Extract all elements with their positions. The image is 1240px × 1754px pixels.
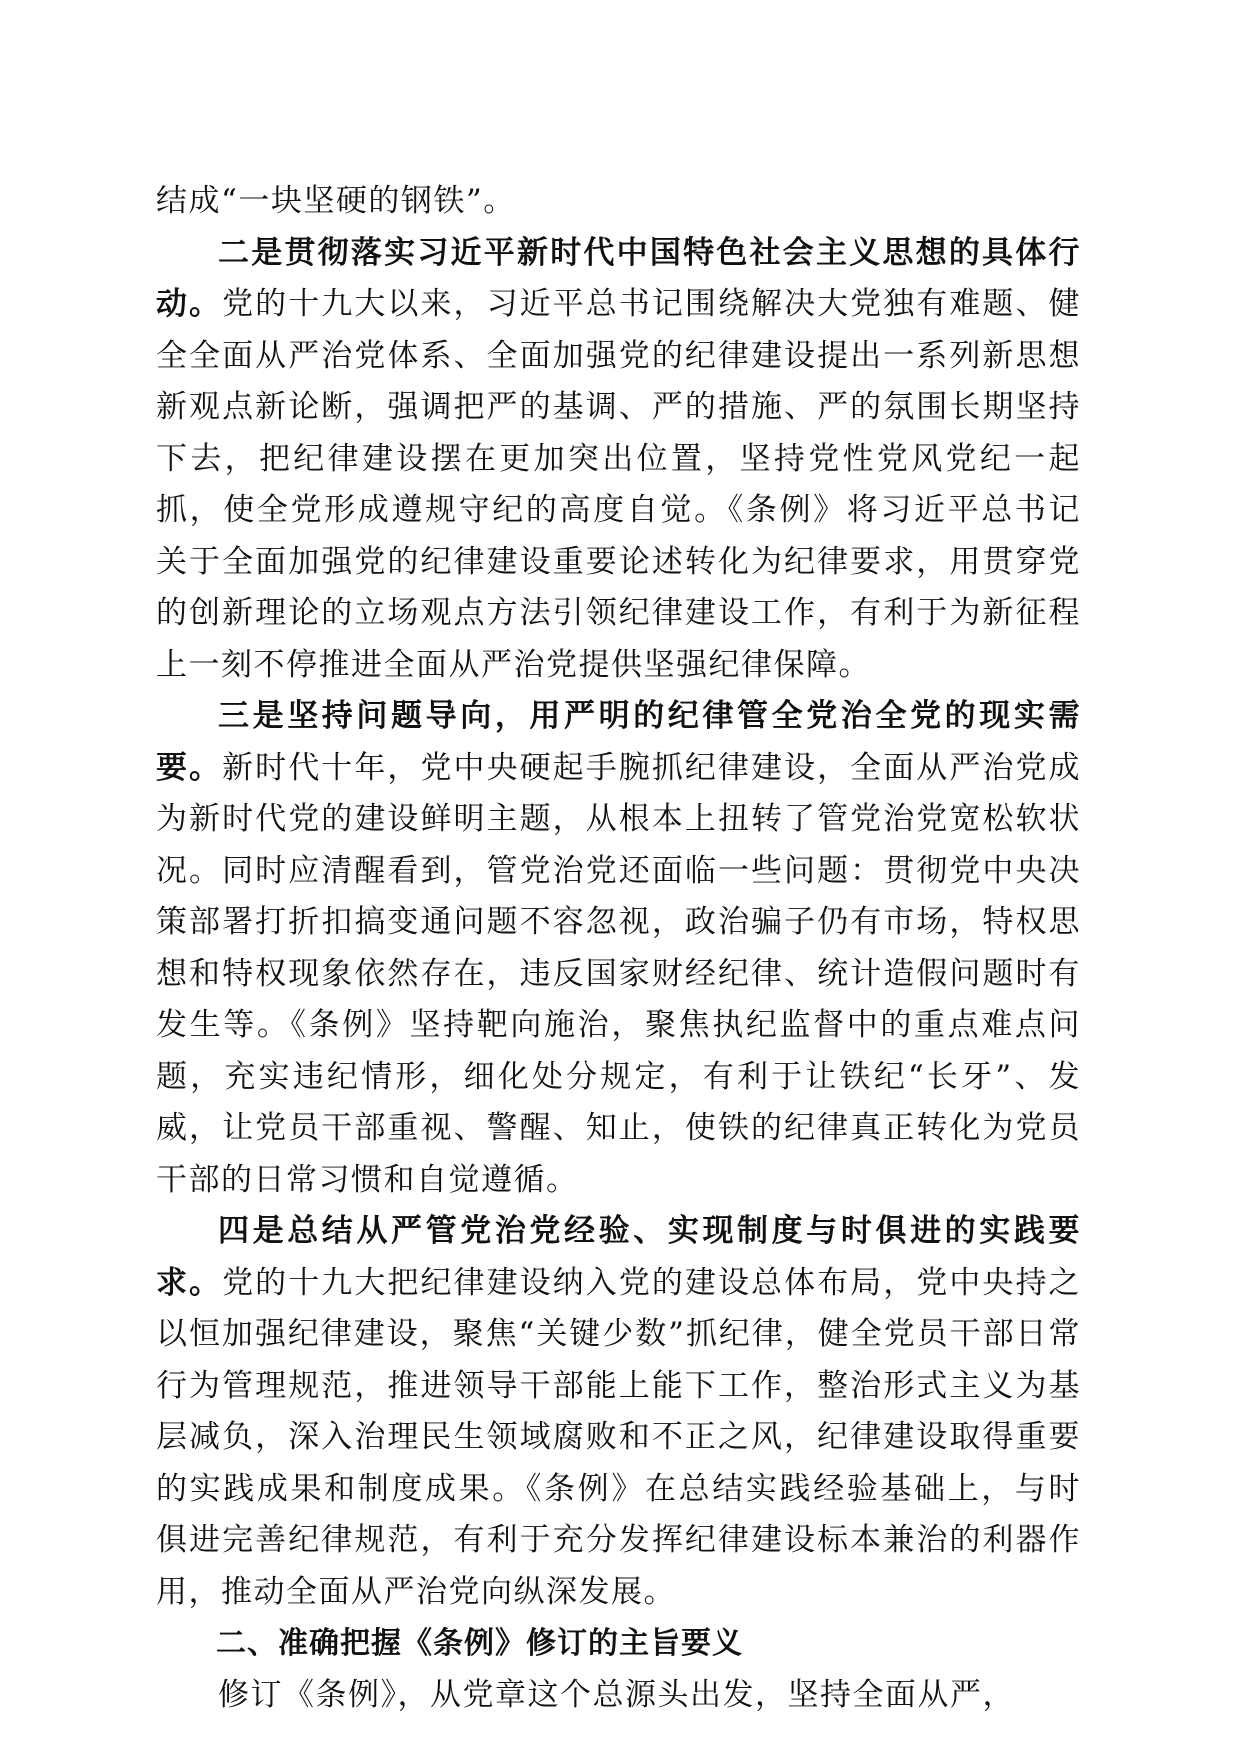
paragraph-text: 修订《条例》，从党章这个总源头出发，坚持全面从严， [218,1676,1015,1713]
paragraph-body: 党的十九大以来，习近平总书记围绕解决大党独有难题、健全全面从严治党体系、全面加强党的纪律建设提出一系列新思想新观点新论断，强调把严的基调、严的措施、严的氛围长期坚持下去，把纪律建设摆在更加突出位置，坚持党性党风党纪一起抓，使全党形成遵规守纪的高度自觉。《条例》将习近平总书记关于全面加强党的纪律建设重要论述转化为纪律要求，用贯穿党的创新理论的立场观点方法引领纪律建设工作，有利于为新征程上一刻不停推进全面从严治党提供坚强纪律保障。 [156,286,1082,683]
document-page [156,176,1081,1721]
paragraph-body: 党的十九大把纪律建设纳入党的建设总体布局，党中央持之以恒加强纪律建设，聚焦“关键少数”抓纪律，健全党员干部日常行为管理规范，推进领导干部能上能下工作，整治形式主义为基层减负，深入治理民生领域腐败和不正之风，纪律建设取得重要的实践成果和制度成果。《条例》在总结实践经验基础上，与时俱进完善纪律规范，有利于充分发挥纪律建设标本兼治的利器作用，推动全面从严治党向纵深发展。 [156,1264,1082,1610]
section-heading: 二、准确把握《条例》修订的主旨要义 [216,1626,743,1661]
paragraph-lead: 三是坚持问题导向，用严明的纪律管全党治全党的现实需要。 [156,698,1081,786]
paragraph-point-two [156,228,1081,692]
paragraph-section-two-intro [156,1670,1081,1722]
paragraph-lead: 二是贯彻落实习近平新时代中国特色社会主义思想的具体行动。 [156,234,1081,322]
paragraph-continuation [156,176,1081,228]
paragraph-lead: 四是总结从严管党治党经验、实现制度与时俱进的实践要求。 [156,1213,1081,1301]
paragraph-point-four [156,1206,1081,1618]
paragraph-body: 新时代十年，党中央硬起手腕抓纪律建设，全面从严治党成为新时代党的建设鲜明主题，从根本上扭转了管党治党宽松软状况。同时应清醒看到，管党治党还面临一些问题：贯彻党中央决策部署打折扣搞变通问题不容忽视，政治骗子仍有市场，特权思想和特权现象依然存在，违反国家财经纪律、统计造假问题时有发生等。《条例》坚持靶向施治，聚焦执纪监督中的重点难点问题，充实违纪情形，细化处分规定，有利于让铁纪“长牙”、发威，让党员干部重视、警醒、知止，使铁的纪律真正转化为党员干部的日常习惯和自觉遵循。 [156,749,1082,1198]
paragraph-point-three [156,691,1081,1206]
paragraph-text: 结成“一块坚硬的钢铁”。 [156,183,516,219]
